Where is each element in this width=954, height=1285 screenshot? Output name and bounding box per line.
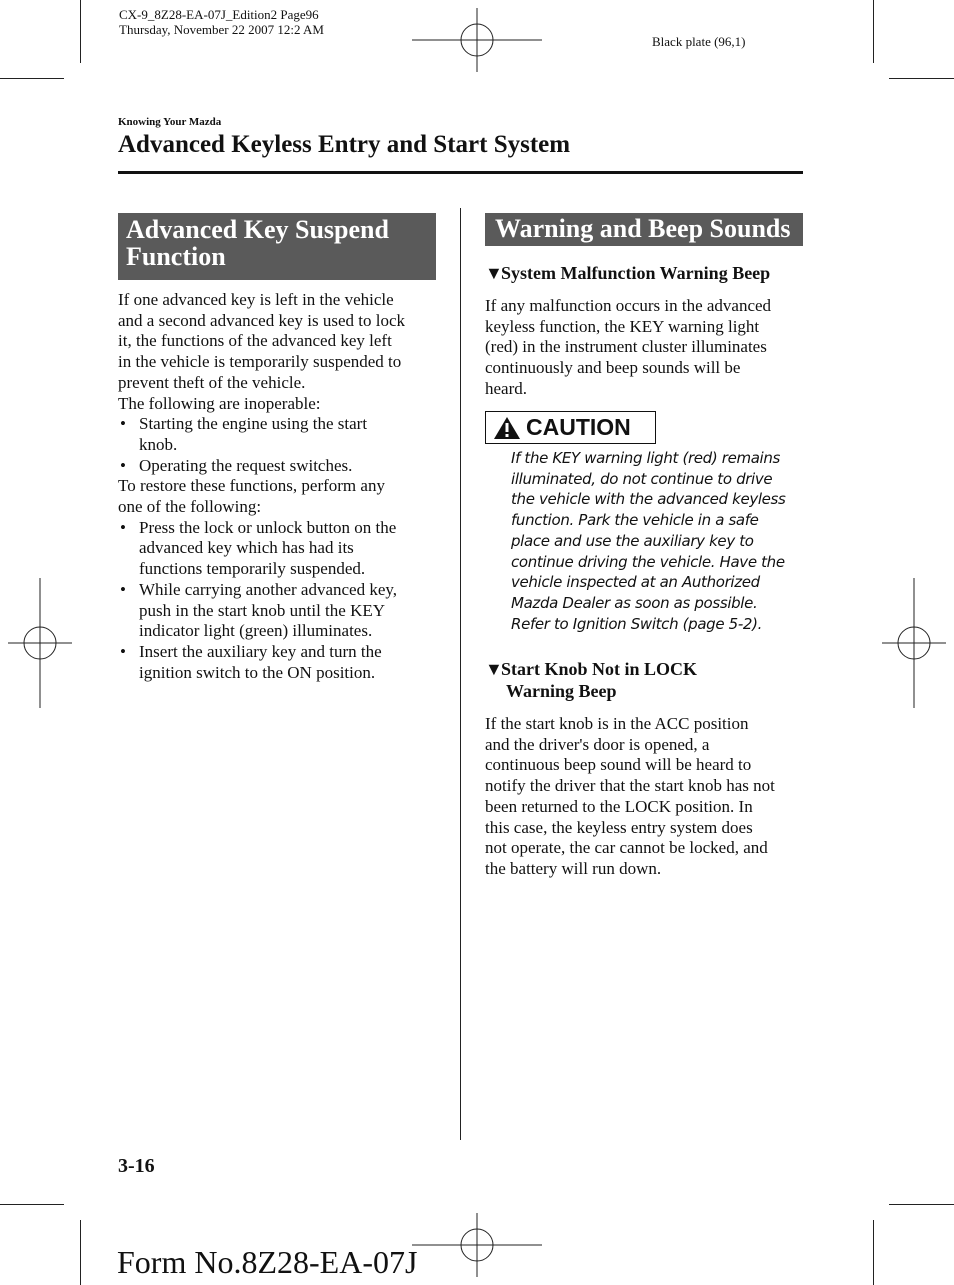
text-line: and a second advanced key is used to lock xyxy=(118,310,406,330)
triangle-down-icon: ▼ xyxy=(485,263,503,283)
inoperable-intro: The following are inoperable: xyxy=(118,393,321,413)
text-line: Refer to Ignition Switch (page 5-2). xyxy=(511,614,763,633)
restore-intro xyxy=(118,476,448,517)
text-line: push in the start knob until the KEY xyxy=(139,600,386,620)
text-line: been returned to the LOCK position. In xyxy=(485,796,753,816)
text-line: If one advanced key is left in the vehicle xyxy=(118,290,394,309)
text-line: notify the driver that the start knob has not xyxy=(485,776,775,796)
column-divider xyxy=(460,208,461,1140)
text-line: continuous beep sound will be heard to xyxy=(485,755,752,775)
text-line: If any malfunction occurs in the advanced xyxy=(485,296,772,315)
text-line: function. Park the vehicle in a safe xyxy=(511,511,759,530)
text-line: knob. xyxy=(139,434,178,454)
text-line: If the KEY warning light (red) remains xyxy=(511,449,780,467)
registration-mark-bottom xyxy=(412,1213,542,1277)
text-line: Mazda Dealer as soon as possible. xyxy=(511,593,758,612)
malfunction-subheading-text: System Malfunction Warning Beep xyxy=(501,263,771,283)
form-number: Form No.8Z28-EA-07J xyxy=(117,1244,418,1280)
text-line: • Press the lock or unlock button on the xyxy=(139,517,397,537)
intro-paragraph xyxy=(118,290,448,394)
text-line: vehicle inspected at an Authorized xyxy=(511,573,760,592)
plate-label: Black plate (96,1) xyxy=(652,34,746,49)
caution-text xyxy=(511,448,811,634)
slug-line-1: CX-9_8Z28-EA-07J_Edition2 Page96 xyxy=(119,7,319,22)
list-item xyxy=(118,642,448,683)
text-line: functions temporarily suspended. xyxy=(139,559,366,579)
start-knob-subheading-line-2: Warning Beep xyxy=(506,681,617,701)
inoperable-list xyxy=(118,414,448,476)
text-line: • Starting the engine using the start xyxy=(139,414,368,434)
suspend-heading-line-1: Advanced Key Suspend xyxy=(126,215,389,244)
list-item xyxy=(118,580,448,642)
list-item xyxy=(118,456,448,477)
malfunction-subheading xyxy=(485,262,770,284)
page-number: 3-16 xyxy=(118,1155,155,1177)
triangle-down-icon: ▼ xyxy=(485,659,503,679)
list-item xyxy=(118,414,448,455)
text-line: continue driving the vehicle. Have the xyxy=(511,552,785,571)
text-line: keyless function, the KEY warning light xyxy=(485,316,760,336)
text-line: ignition switch to the ON position. xyxy=(139,662,376,682)
text-line: the vehicle with the advanced keyless xyxy=(511,490,786,509)
text-line: the battery will run down. xyxy=(485,858,662,878)
text-line: this case, the keyless entry system does xyxy=(485,817,753,837)
left-column-body xyxy=(118,290,448,683)
suspend-heading xyxy=(118,213,436,280)
malfunction-paragraph xyxy=(485,296,815,400)
text-line: illuminated, do not continue to drive xyxy=(511,469,773,488)
text-line: To restore these functions, perform any xyxy=(118,476,385,496)
caution-label: CAUTION xyxy=(526,414,631,440)
text-line: prevent theft of the vehicle. xyxy=(118,372,306,392)
warning-triangle-icon xyxy=(492,415,522,441)
suspend-heading-line-2: Function xyxy=(126,242,226,271)
start-knob-subheading-line-1: Start Knob Not in LOCK xyxy=(501,659,698,679)
text-line: place and use the auxiliary key to xyxy=(511,531,754,550)
start-knob-subheading xyxy=(485,658,697,702)
text-line: heard. xyxy=(485,378,528,398)
text-line: it, the functions of the advanced key left xyxy=(118,331,392,351)
text-line: If the start knob is in the ACC position xyxy=(485,714,749,733)
text-line: • While carrying another advanced key, xyxy=(139,579,398,599)
restore-list xyxy=(118,518,448,684)
text-line: continuously and beep sounds will be xyxy=(485,358,741,378)
text-line: advanced key which has had its xyxy=(139,538,354,558)
text-line: and the driver's door is opened, a xyxy=(485,734,710,754)
title-rule xyxy=(118,171,803,174)
print-slug xyxy=(119,7,324,37)
slug-line-2: Thursday, November 22 2007 12:2 AM xyxy=(119,22,324,37)
text-line: one of the following: xyxy=(118,497,262,517)
caution-box xyxy=(485,411,656,444)
text-line: indicator light (green) illuminates. xyxy=(139,621,373,641)
text-line: • Insert the auxiliary key and turn the xyxy=(139,641,382,661)
text-line: not operate, the car cannot be locked, and xyxy=(485,838,768,858)
registration-mark-left xyxy=(8,578,72,708)
text-line: (red) in the instrument cluster illuminates xyxy=(485,337,767,357)
section-label: Knowing Your Mazda xyxy=(118,116,222,128)
warning-heading: Warning and Beep Sounds xyxy=(485,213,803,246)
registration-mark-top xyxy=(412,8,542,72)
registration-mark-right xyxy=(882,578,946,708)
text-line: • Operating the request switches. xyxy=(139,455,353,475)
page-title: Advanced Keyless Entry and Start System xyxy=(118,131,571,158)
text-line: in the vehicle is temporarily suspended to xyxy=(118,352,402,372)
list-item xyxy=(118,518,448,580)
start-knob-paragraph xyxy=(485,714,815,880)
